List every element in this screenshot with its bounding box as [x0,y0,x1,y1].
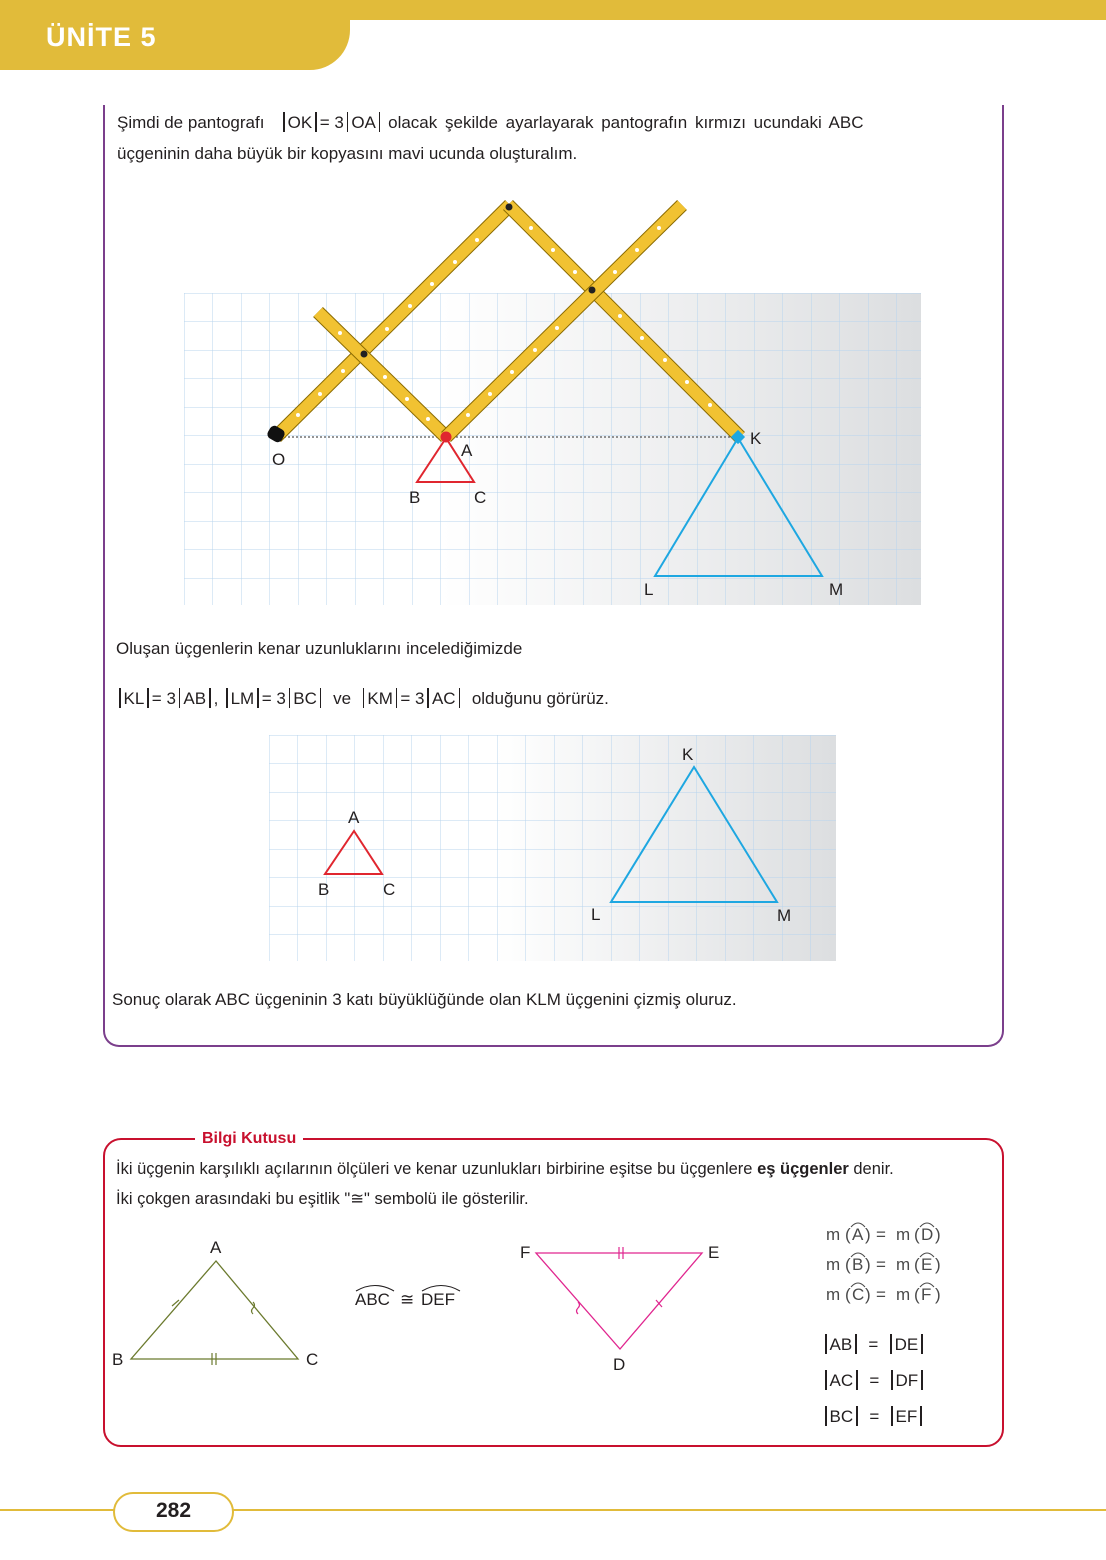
svg-text:(: ( [845,1225,851,1244]
svg-text:): ) [865,1255,871,1274]
svg-text:A: A [852,1225,864,1244]
label-K: K [682,745,694,764]
info-line-1: İki üçgenin karşılıklı açılarının ölçüleri ve kenar uzunlukları birbirine eşitse bu üçgenlere eş üçgenler denir. [116,1160,894,1178]
svg-text:=: = [876,1225,886,1244]
angle-equalities [820,1215,950,1310]
svg-text:): ) [935,1225,941,1244]
side-equalities [822,1327,926,1435]
label-A: A [210,1238,222,1257]
congruence-left: ABC [355,1290,390,1309]
label-C: C [306,1350,319,1369]
label-D: D [613,1355,626,1374]
svg-text:m: m [826,1255,841,1274]
svg-text:): ) [935,1255,941,1274]
label-O: O [272,450,286,469]
svg-text:(: ( [914,1255,920,1274]
congruence-symbol: ≅ [400,1290,415,1309]
svg-text:B: B [852,1255,864,1274]
observation-text: Oluşan üçgenlerin kenar uzunluklarını incelediğimizde [116,639,523,658]
triangle-abc-green [131,1261,298,1359]
svg-text:m: m [896,1285,911,1304]
svg-text:D: D [921,1225,934,1244]
congruence-right: DEF [421,1290,455,1309]
svg-text:(: ( [845,1285,851,1304]
angle-row-1 [826,1223,941,1244]
intro-line-2: üçgeninin daha büyük bir kopyasını mavi ucunda oluşturalım. [117,144,578,163]
label-F: F [520,1243,531,1262]
label-M: M [829,580,844,599]
page-number: 282 [155,1499,192,1522]
triangle-def-pink [536,1253,702,1349]
conclusion-text: Sonuç olarak ABC üçgeninin 3 katı büyüklüğünde olan KLM üçgenini çizmiş oluruz. [112,990,737,1009]
svg-text:(: ( [914,1285,920,1304]
svg-text:m: m [896,1225,911,1244]
label-A: A [348,808,360,827]
svg-text:): ) [865,1285,871,1304]
angle-row-2 [826,1253,941,1274]
info-line-2: İki çokgen arasındaki bu eşitlik "≅" sembolü ile gösterilir. [116,1190,529,1208]
side-row-3: BC = EF [822,1399,926,1435]
label-C: C [474,488,487,507]
pantograph-figure [180,195,930,610]
svg-text:=: = [876,1255,886,1274]
unit-label: ÜNİTE 5 [46,22,157,52]
label-M: M [777,906,792,925]
svg-text:m: m [896,1255,911,1274]
congruent-triangles-figure [105,1225,765,1385]
label-B: B [112,1350,124,1369]
side-row-2: AC = DF [822,1363,926,1399]
svg-text:C: C [852,1285,865,1304]
label-L: L [644,580,654,599]
side-row-1: AB = DE [822,1327,926,1363]
label-B: B [409,488,421,507]
svg-text:(: ( [914,1225,920,1244]
label-E: E [708,1243,720,1262]
svg-text:m: m [826,1225,841,1244]
svg-text:(: ( [845,1255,851,1274]
intro-line-1: Şimdi de pantografı OK = 3 OA olacak şekilde ayarlayarak pantografın kırmızı ucundaki ABC [117,113,864,132]
svg-text:=: = [876,1285,886,1304]
svg-text:m: m [826,1285,841,1304]
label-L: L [591,905,601,924]
svg-text:E: E [921,1255,933,1274]
ratio-statement: KL = 3 AB , LM = 3 BC ve KM = 3 AC olduğunu görürüz. [116,684,609,714]
svg-text:): ) [865,1225,871,1244]
svg-text:): ) [935,1285,941,1304]
label-A: A [461,441,473,460]
label-C: C [383,880,396,899]
angle-row-3 [826,1283,941,1304]
label-B: B [318,880,330,899]
svg-text:F: F [921,1285,932,1304]
label-K: K [750,429,762,448]
comparison-figure [268,735,838,963]
info-box-title: Bilgi Kutusu [195,1128,303,1150]
